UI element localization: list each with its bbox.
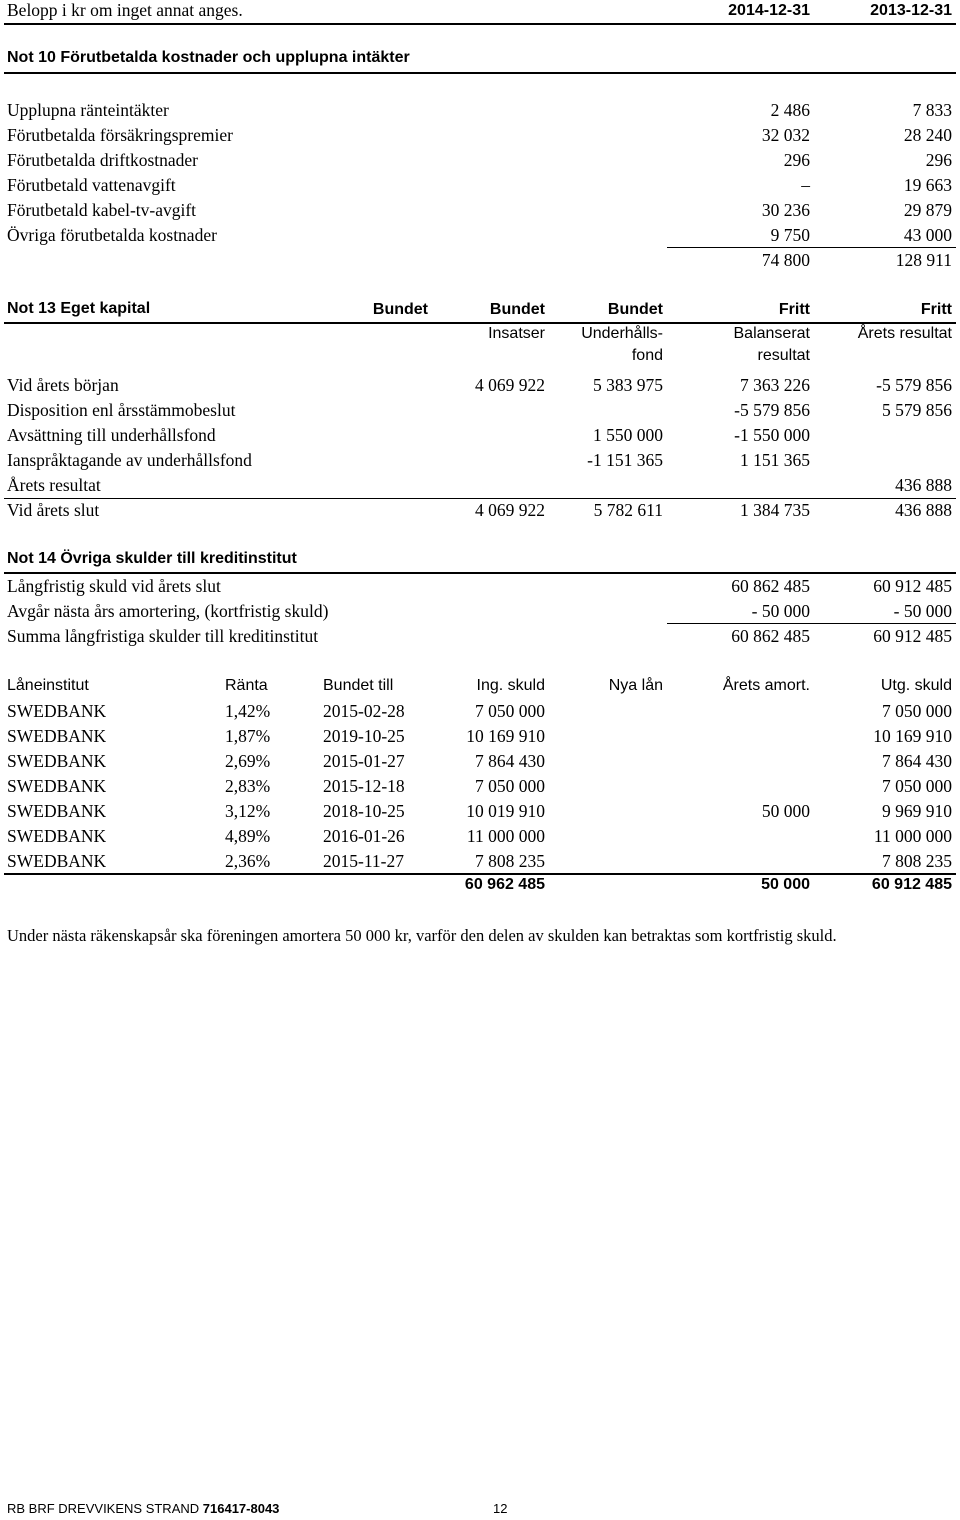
note10-row-2014: 30 236 <box>761 200 810 220</box>
loan-cell: 2019-10-25 <box>323 726 405 746</box>
note13-row-value: -1 151 365 <box>587 450 663 470</box>
loan-cell: SWEDBANK <box>7 751 107 771</box>
loan-cell: SWEDBANK <box>7 701 107 721</box>
note13-row-value: 436 888 <box>895 475 952 495</box>
loan-cell: 2,69% <box>225 751 271 771</box>
loan-cell: SWEDBANK <box>7 776 107 796</box>
note13-row-value: 5 383 975 <box>593 375 663 395</box>
loan-cell: SWEDBANK <box>7 726 107 746</box>
note13-header-sub2: fond <box>631 347 663 364</box>
loan-cell: 7 808 235 <box>475 851 545 871</box>
note13-row-value: -5 579 856 <box>876 375 952 395</box>
note13-header-top: Bundet <box>489 301 545 318</box>
note10-row-2014: 296 <box>783 150 810 170</box>
col-header-2014: 2014-12-31 <box>728 2 810 19</box>
loan-cell: 1,87% <box>225 726 271 746</box>
loan-cell: SWEDBANK <box>7 826 107 846</box>
loan-cell: 2015-01-27 <box>323 751 405 771</box>
note13-header-top: Fritt <box>778 301 810 318</box>
note13-row-value: 5 782 611 <box>593 500 663 520</box>
note14-row-2014: 60 862 485 <box>731 626 810 646</box>
note13-row-label: Ianspråktagande av underhållsfond <box>7 450 252 470</box>
loan-sum-rule <box>4 873 956 875</box>
footer-org <box>7 1501 279 1516</box>
note10-row-2014: 32 032 <box>761 125 810 145</box>
note10-row-label: Förutbetalda försäkringspremier <box>7 125 233 145</box>
loan-cell: 10 169 910 <box>466 726 545 746</box>
note10-total-2014: 74 800 <box>761 250 810 270</box>
note13-header-sub: Årets resultat <box>857 325 952 342</box>
loan-header: Ing. skuld <box>476 677 545 694</box>
loan-cell: 2018-10-25 <box>323 801 405 821</box>
note13-row-label: Vid årets slut <box>7 500 100 520</box>
loan-cell: 7 864 430 <box>882 751 952 771</box>
note10-row-2013: 28 240 <box>903 125 952 145</box>
note10-row-2014: – <box>801 175 810 195</box>
note13-row-label: Disposition enl årsstämmobeslut <box>7 400 236 420</box>
note13-row-label: Årets resultat <box>7 475 101 495</box>
note10-row-label: Förutbetald vattenavgift <box>7 175 176 195</box>
note13-row-value: 4 069 922 <box>475 500 545 520</box>
note13-row-value: 1 384 735 <box>740 500 810 520</box>
note13-sum-rule <box>4 498 956 499</box>
note14-row-2013: - 50 000 <box>893 601 952 621</box>
note13-row-label: Avsättning till underhållsfond <box>7 425 216 445</box>
loan-header: Bundet till <box>323 677 394 694</box>
note14-rule <box>4 572 956 574</box>
loan-cell: 7 864 430 <box>475 751 545 771</box>
loan-cell: 2015-11-27 <box>323 851 405 871</box>
loan-cell: 2,36% <box>225 851 271 871</box>
note10-row-2013: 29 879 <box>903 200 952 220</box>
note14-sum-rule <box>667 623 956 624</box>
loan-header: Ränta <box>225 677 268 694</box>
header-rule <box>4 23 956 25</box>
loan-total-amort: 50 000 <box>761 876 810 893</box>
loan-cell: 10 169 910 <box>873 726 952 746</box>
loan-total-ing: 60 962 485 <box>464 876 545 893</box>
loan-cell: 11 000 000 <box>466 826 545 846</box>
note10-row-2013: 7 833 <box>912 100 952 120</box>
note13-header-sub: Underhålls- <box>581 325 663 342</box>
loan-cell: 7 050 000 <box>475 701 545 721</box>
note13-row-value: 5 579 856 <box>882 400 952 420</box>
note13-title: Not 13 Eget kapital <box>7 300 151 317</box>
loan-header: Låneinstitut <box>7 677 89 694</box>
note13-header-sub: Balanserat <box>733 325 810 342</box>
loan-header: Utg. skuld <box>880 677 952 694</box>
loan-cell: 2,83% <box>225 776 271 796</box>
note10-row-2013: 43 000 <box>903 225 952 245</box>
loan-header: Årets amort. <box>722 677 810 694</box>
note10-row-label: Upplupna ränteintäkter <box>7 100 169 120</box>
note13-header-top: Fritt <box>920 301 952 318</box>
loan-cell: 7 050 000 <box>475 776 545 796</box>
note14-row-label: Summa långfristiga skulder till kreditinstitut <box>7 626 319 646</box>
loan-cell: 50 000 <box>761 801 810 821</box>
page-number: 12 <box>493 1501 508 1516</box>
note14-row-label: Långfristig skuld vid årets slut <box>7 576 221 596</box>
note10-row-2014: 9 750 <box>770 225 810 245</box>
note10-row-2013: 19 663 <box>903 175 952 195</box>
footer-org-number: 716417-8043 <box>202 1501 280 1516</box>
loan-cell: 7 050 000 <box>882 701 952 721</box>
loan-total-utg: 60 912 485 <box>871 876 952 893</box>
note13-row-value: 7 363 226 <box>740 375 810 395</box>
note10-row-2014: 2 486 <box>770 100 810 120</box>
note14-row-2014: 60 862 485 <box>731 576 810 596</box>
loan-cell: 7 808 235 <box>882 851 952 871</box>
loan-header: Nya lån <box>608 677 663 694</box>
note10-rule <box>4 72 956 74</box>
note10-title: Not 10 Förutbetalda kostnader och upplupna intäkter <box>7 49 410 66</box>
note13-row-value: -1 550 000 <box>734 425 810 445</box>
loan-cell: 10 019 910 <box>466 801 545 821</box>
loan-cell: 11 000 000 <box>873 826 952 846</box>
footer-org-name: RB BRF DREVVIKENS STRAND <box>7 1501 200 1516</box>
note10-row-label: Förutbetalda driftkostnader <box>7 150 198 170</box>
note13-header-sub: Insatser <box>488 325 545 342</box>
note10-row-2013: 296 <box>925 150 952 170</box>
amortization-footnote: Under nästa räkenskapsår ska föreningen amortera 50 000 kr, varför den delen av skulden kan betraktas som kortfristig skuld. <box>7 926 837 945</box>
note13-header-top: Bundet <box>372 301 428 318</box>
note14-row-2013: 60 912 485 <box>873 576 952 596</box>
loan-cell: 1,42% <box>225 701 271 721</box>
note13-row-value: 436 888 <box>895 500 952 520</box>
loan-cell: 3,12% <box>225 801 271 821</box>
note13-row-value: 4 069 922 <box>475 375 545 395</box>
loan-cell: 7 050 000 <box>882 776 952 796</box>
loan-cell: 4,89% <box>225 826 271 846</box>
col-header-2013: 2013-12-31 <box>870 2 952 19</box>
note10-sum-rule <box>667 247 956 248</box>
note13-rule <box>4 322 956 324</box>
note13-row-value: 1 151 365 <box>740 450 810 470</box>
loan-cell: 2016-01-26 <box>323 826 405 846</box>
note13-row-value: 1 550 000 <box>593 425 663 445</box>
unit-note: Belopp i kr om inget annat anges. <box>7 0 243 20</box>
note14-title: Not 14 Övriga skulder till kreditinstitut <box>7 550 297 567</box>
note13-header-sub2: resultat <box>757 347 810 364</box>
note10-row-label: Förutbetald kabel-tv-avgift <box>7 200 197 220</box>
note14-row-2013: 60 912 485 <box>873 626 952 646</box>
loan-cell: 9 969 910 <box>882 801 952 821</box>
note10-total-2013: 128 911 <box>895 250 952 270</box>
loan-cell: SWEDBANK <box>7 801 107 821</box>
note13-row-value: -5 579 856 <box>734 400 810 420</box>
note14-row-label: Avgår nästa års amortering, (kortfristig skuld) <box>7 601 329 621</box>
loan-cell: 2015-12-18 <box>323 776 405 796</box>
note13-header-top: Bundet <box>607 301 663 318</box>
loan-cell: SWEDBANK <box>7 851 107 871</box>
loan-cell: 2015-02-28 <box>323 701 405 721</box>
note13-row-label: Vid årets början <box>7 375 119 395</box>
note10-row-label: Övriga förutbetalda kostnader <box>7 225 217 245</box>
note14-row-2014: - 50 000 <box>751 601 810 621</box>
